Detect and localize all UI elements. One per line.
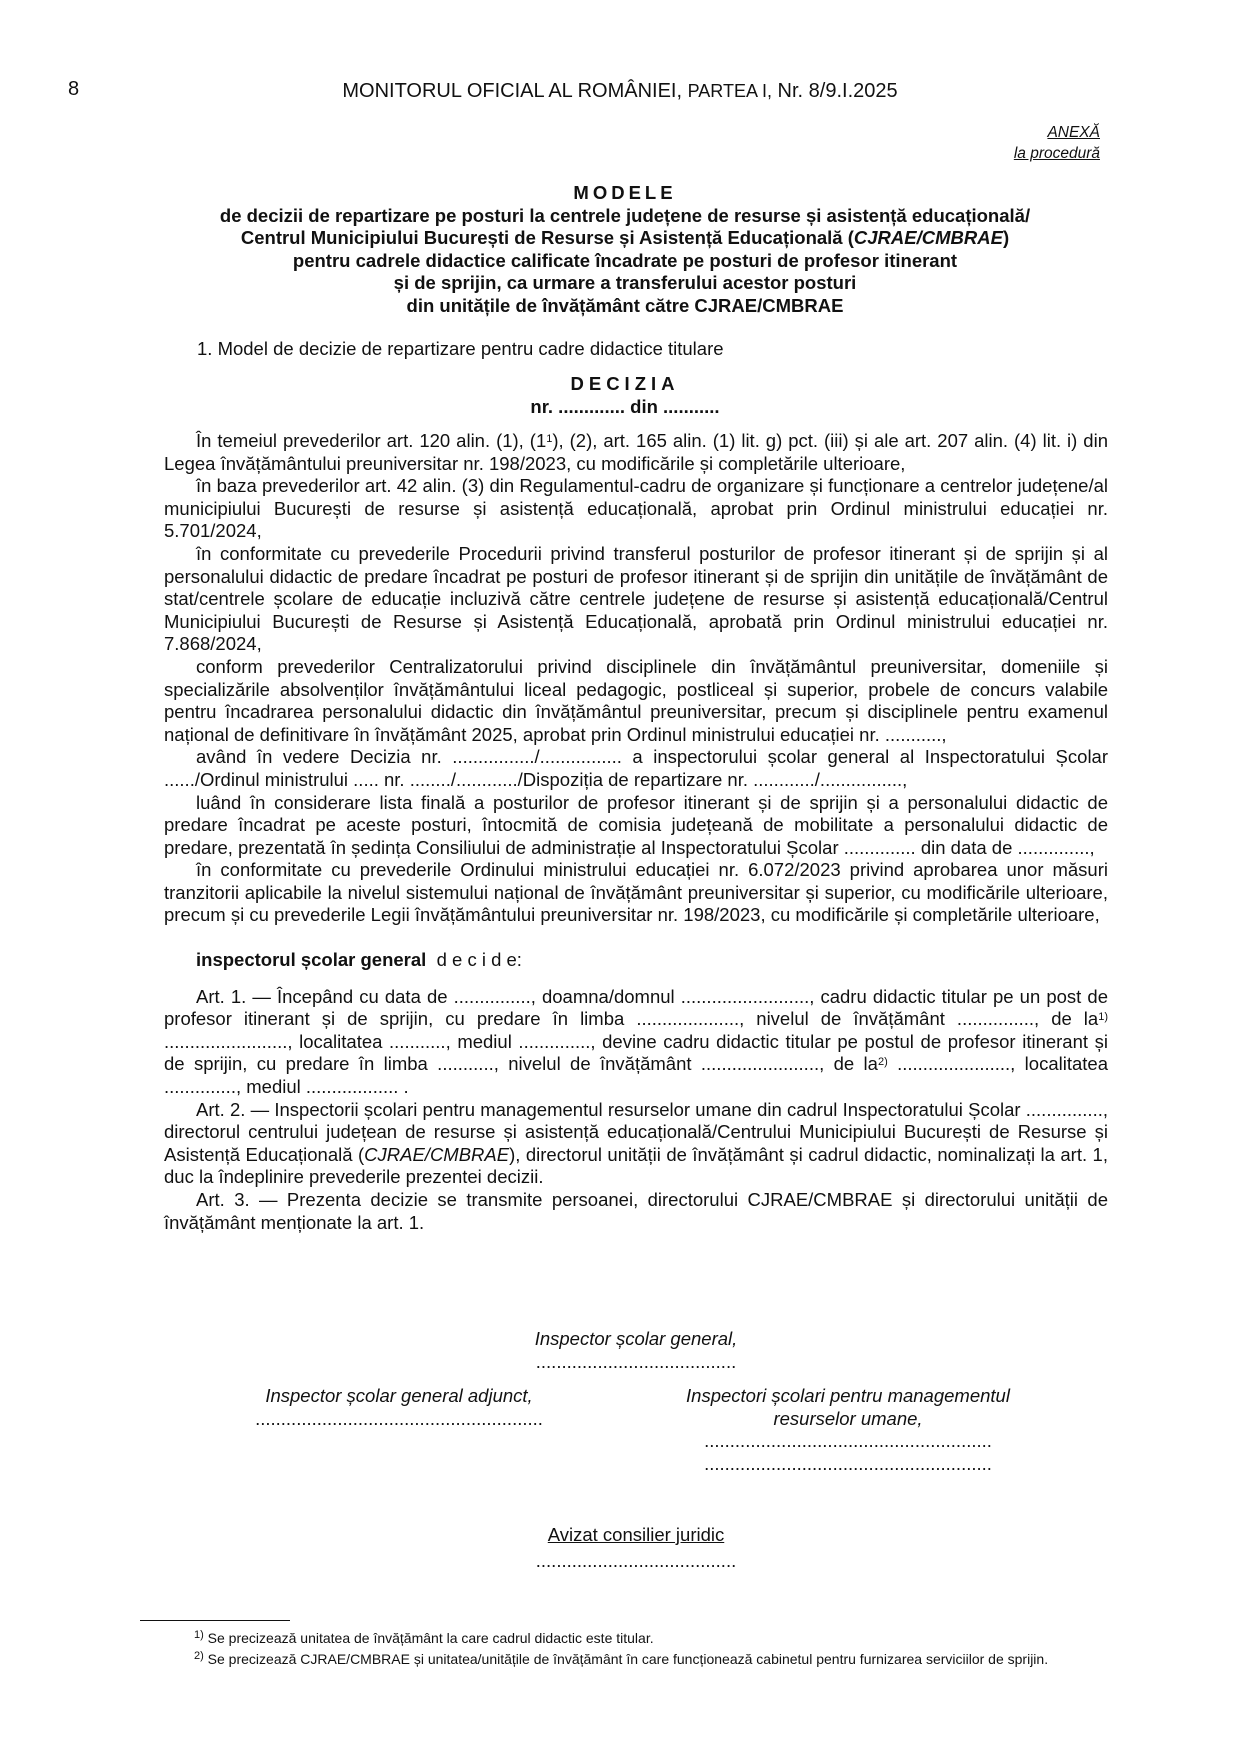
general-inspector-signature-line: ....................................... [535, 1350, 737, 1372]
general-inspector-label: Inspector școlar general, [534, 1328, 738, 1349]
annex-title: ANEXĂ [1047, 124, 1100, 141]
preamble-paragraph: având în vedere Decizia nr. ................/................ a inspectorului școlar general al Inspectoratului Școlar ....../Ordinul ministrului ..... nr. ......../............/Dispoziția de repartizare nr. ............/................, [164, 746, 1108, 790]
footnote-divider [140, 1620, 290, 1621]
signature-block [164, 1328, 1108, 1476]
hr-inspectors-label: Inspectori școlari pentru managementul resurselor umane, [686, 1385, 1010, 1429]
annex-subtitle: la procedură [1013, 145, 1100, 162]
running-header [0, 80, 1240, 103]
footnote: $^{2)}$ Se precizează CJRAE/CMBRAE și unitatea/unitățile de învățământ în care funcționează cabinetul pentru furnizarea serviciilor de sprijin. [194, 1650, 1049, 1667]
model-label: 1. Model de decizie de repartizare pentru cadre didactice titulare [197, 338, 724, 359]
preamble-paragraph: În temeiul prevederilor art. 120 alin. (1), $(1^1)$, (2), art. 165 alin. (1) lit. g) pct. (iii) și ale art. 207 alin. (4) lit. i) din Legea învățământului preuniversitar nr. 198/2023, cu modificările și completările ulterioare, [164, 430, 1108, 474]
preamble-paragraph: în baza prevederilor art. 42 alin. (3) din Regulamentul-cadru de organizare și funcționare a centrelor județene/al municipiului București de resurse și asistență educațională, aprobat prin Ordinul ministrului educației nr. 5.701/2024, [164, 475, 1108, 542]
deputy-inspector-label: Inspector școlar general adjunct, [265, 1385, 533, 1407]
footnote: $^{1)}$ Se precizează unitatea de învățământ la care cadrul didactic este titular. [194, 1629, 654, 1646]
header-part: PARTEA I, [687, 81, 772, 101]
legal-approval [164, 1522, 1108, 1574]
page-number: 8 [68, 78, 80, 100]
preamble-paragraph: conform prevederilor Centralizatorului privind disciplinele din învățământul preuniversitar, domeniile și specializările absolvenților învățământului liceal pedagogic, postliceal și superior, probele de concurs valabile pentru încadrarea personalului didactic din învățământul preuniversitar, precum și disciplinele pentru examenul național de definitivare în învățământ 2025, aprobat prin Ordinul ministrului educației nr. ..........., [164, 655, 1108, 745]
footnotes [164, 1628, 1108, 1670]
title-line: și de sprijin, ca urmare a transferului acestor posturi [393, 272, 857, 293]
decision-number: nr. ............. din ........... [530, 396, 720, 417]
decision-heading [150, 372, 1100, 418]
hr-signature-line: ........................................................ [704, 1452, 992, 1474]
title-line: pentru cadrele didactice calificate încadrate pe posturi de profesor itinerant [292, 249, 958, 271]
hr-signature-line: ........................................................ [704, 1430, 992, 1452]
title-line: de decizii de repartizare pe posturi la centrele județene de resurse și asistență educațională/ [219, 204, 1031, 226]
article-2: Art. 2. — Inspectorii școlari pentru managementul resurselor umane din cadrul Inspectoratului Școlar ..............., directorul centrului județean de resurse și asistență educațională/Centrului Municipiului București de Resurse și Asistență Educațională (CJRAE/CMBRAE), directorul unității de învățământ și cadrul didactic, nominalizați la art. 1, duc la îndeplinire prevederile prezentei decizii. [164, 1098, 1108, 1188]
preamble-paragraph: în conformitate cu prevederile Procedurii privind transferul posturilor de profesor itinerant și de sprijin și al personalului didactic de predare încadrat pe posturi de profesor itinerant și de sprijin din unitățile de învățământ de stat/centrele școlare de educație incluzivă către centrele județene de resurse și asistență educațională/Centrul Municipiului București de Resurse și Asistență Educațională, aprobată prin Ordinul ministrului educației nr. 7.868/2024, [164, 542, 1108, 655]
decision-title: DECIZIA [570, 373, 680, 394]
legal-signature-line: ....................................... [535, 1550, 737, 1571]
article-3: Art. 3. — Prezenta decizie se transmite persoanei, directorului CJRAE/CMBRAE și directorului unității de învățământ menționate la art. 1. [164, 1189, 1108, 1233]
header-issue: Nr. 8/9.I.2025 [777, 80, 898, 102]
header-title: MONITORUL OFICIAL AL ROMÂNIEI, [342, 80, 683, 102]
preamble-paragraph: luând în considerare lista finală a posturilor de profesor itinerant și de sprijin și a personalului didactic de predare încadrat pe aceste posturi, întocmită de comisia județeană de mobilitate a personalului didactic de predare, prezentată în ședința Consiliului de administrație al Inspectoratului Școlar .............. din data de .............., [164, 791, 1108, 858]
decides-line: inspectorul școlar general d e c i d e: [196, 949, 522, 971]
legal-approval-label: Avizat consilier juridic [547, 1524, 725, 1545]
title-heading: MODELE [573, 182, 677, 203]
document-title [150, 182, 1100, 317]
decision-body [164, 430, 1108, 1234]
title-line: din unitățile de învățământ către CJRAE/CMBRAE [406, 294, 844, 316]
article-1: Art. 1. — Începând cu data de ..............., doamna/domnul ........................., cadru didactic titular pe un post de profesor itinerant și de sprijin, cu predare în limba ...................., nivelul de învățământ ..............., de $la^{1)}$ ........................, localitatea ..........., mediul .............., devine cadru didactic titular pe postul de profesor itinerant și de sprijin, cu predare în limba ..........., nivelul de învățământ ......................., de $la^{2)}$ ......................, localitatea .............., mediul .................. . [164, 985, 1108, 1098]
preamble-paragraph: în conformitate cu prevederile Ordinului ministrului educației nr. 6.072/2023 privind aprobarea unor măsuri tranzitorii aplicabile la nivelul sistemului național de învățământ preuniversitar și superior, cu modificările ulterioare, precum și cu prevederile Legii învățământului preuniversitar nr. 198/2023, cu modificările și completările ulterioare, [164, 859, 1108, 926]
annex-label [1014, 122, 1100, 164]
deputy-signature-line: ........................................................ [255, 1407, 543, 1429]
title-line: Centrul Municipiului București de Resurse și Asistență Educațională (CJRAE/CMBRAE) [240, 227, 1010, 248]
